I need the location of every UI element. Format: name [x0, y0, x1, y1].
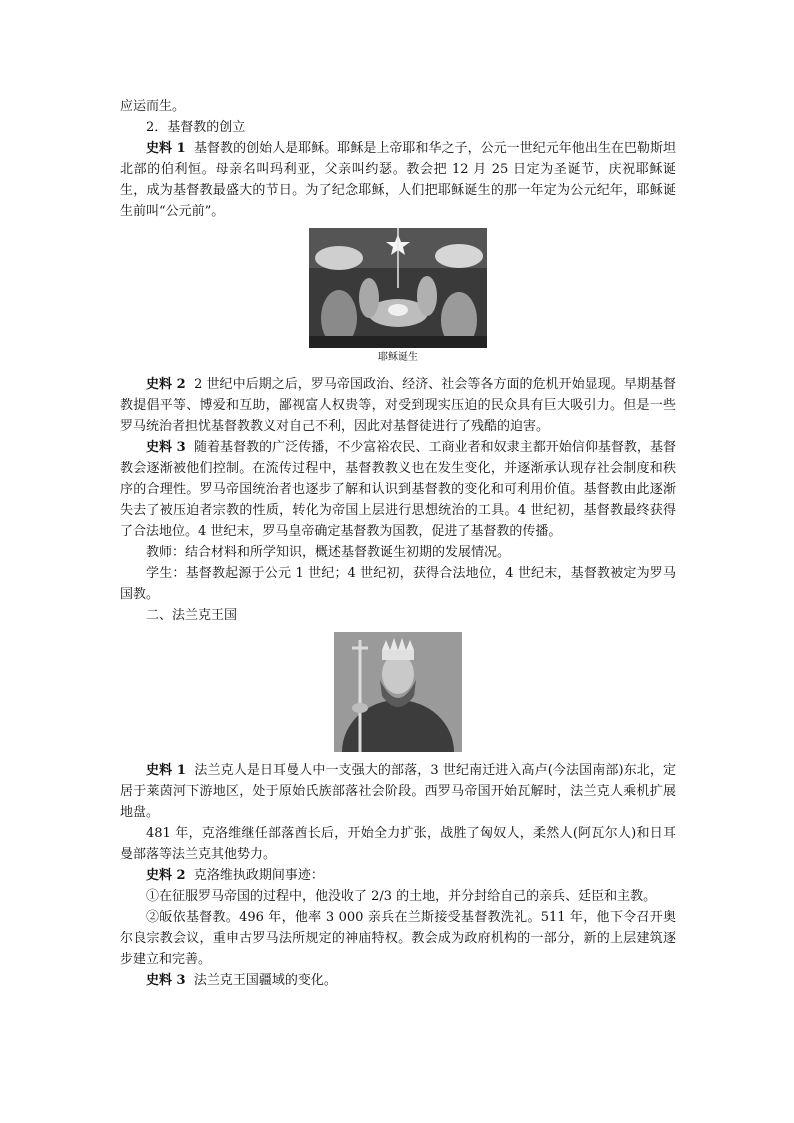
- source-label: 史料 2: [146, 868, 186, 883]
- source-label: 史料 2: [146, 377, 186, 392]
- source-paragraph: [120, 760, 676, 823]
- section-heading: 2．基督教的创立: [146, 120, 246, 135]
- source-label: 史料 1: [146, 141, 186, 156]
- source-paragraph: [120, 437, 676, 542]
- source-text: 法兰克王国疆域的变化。: [193, 973, 337, 988]
- source-text: 随着基督教的广泛传播，不少富裕农民、工商业者和奴隶主都开始信仰基督教，基督教会逐渐被他们控制。在流传过程中，基督教教义也在发生变化，并逐渐承认现存社会制度和秩序的合理性。罗马帝国统治者也逐步了解和认识到基督教的变化和可利用价值。基督教由此逐渐失去了被压迫者宗教的性质，转化为帝国上层进行思想统治的工具。4 世纪初，基督教最终获得了合法地位。4 世纪末，罗马皇帝确定基督教为国教，促进了基督教的传播。: [120, 440, 676, 539]
- source-paragraph: [120, 970, 676, 991]
- clovis-portrait-image: [334, 632, 462, 752]
- list-item: ②皈依基督教。496 年，他率 3 000 亲兵在兰斯接受基督教洗礼。511 年，他下令召开奥尔良宗教会议，重申古罗马法所规定的神庙特权。教会成为政府机构的一部分，新的上层建筑逐步建立和完善。: [120, 910, 676, 967]
- source-label: 史料 3: [146, 973, 186, 988]
- source-text: 法兰克人是日耳曼人中一支强大的部落，3 世纪南迁进入高卢(今法国南部)东北，定居于莱茵河下游地区，处于原始氏族部落社会阶段。西罗马帝国开始瓦解时，法兰克人乘机扩展地盘。: [120, 763, 676, 820]
- nativity-image: [309, 228, 487, 348]
- text-paragraph: 481 年，克洛维继任部落酋长后，开始全力扩张，战胜了匈奴人，柔然人(阿瓦尔人)和日耳曼部落等法兰克其他势力。: [120, 826, 676, 862]
- document-body: [120, 96, 676, 991]
- source-label: 史料 1: [146, 763, 186, 778]
- source-paragraph: [120, 374, 676, 437]
- list-item: ①在征服罗马帝国的过程中，他没收了 2/3 的土地，并分封给自己的亲兵、廷臣和主教。: [146, 889, 657, 904]
- figure-clovis: [120, 632, 676, 752]
- source-text: 基督教的创始人是耶稣。耶稣是上帝耶和华之子，公元一世纪元年他出生在巴勒斯坦北部的伯利恒。母亲名叫玛利亚，父亲叫约瑟。教会把 12 月 25 日定为圣诞节，庆祝耶稣诞生，成为基督教最盛大的节日。为了纪念耶稣，人们把耶稣诞生的那一年定为公元纪年，耶稣诞生前叫“公元前”。: [120, 141, 676, 219]
- figure-nativity: [120, 228, 676, 366]
- figure-caption: 耶稣诞生: [378, 352, 418, 363]
- source-text: 克洛维执政期间事迹：: [193, 868, 324, 883]
- student-answer: 学生：基督教起源于公元 1 世纪；4 世纪初，获得合法地位，4 世纪末，基督教被定为罗马国教。: [120, 566, 676, 602]
- source-label: 史料 3: [146, 440, 186, 455]
- section-heading: 二、法兰克王国: [146, 608, 238, 623]
- teacher-prompt: 教师：结合材料和所学知识，概述基督教诞生初期的发展情况。: [146, 545, 511, 560]
- text-line: 应运而生。: [120, 99, 186, 114]
- source-text: 2 世纪中后期之后，罗马帝国政治、经济、社会等各方面的危机开始显现。早期基督教提倡平等、博爱和互助，鄙视富人权贵等，对受到现实压迫的民众具有巨大吸引力。但是一些罗马统治者担忧基督教教义对自己不利，因此对基督徒进行了残酷的迫害。: [120, 377, 677, 434]
- source-paragraph: [120, 138, 676, 222]
- source-paragraph: [120, 865, 676, 886]
